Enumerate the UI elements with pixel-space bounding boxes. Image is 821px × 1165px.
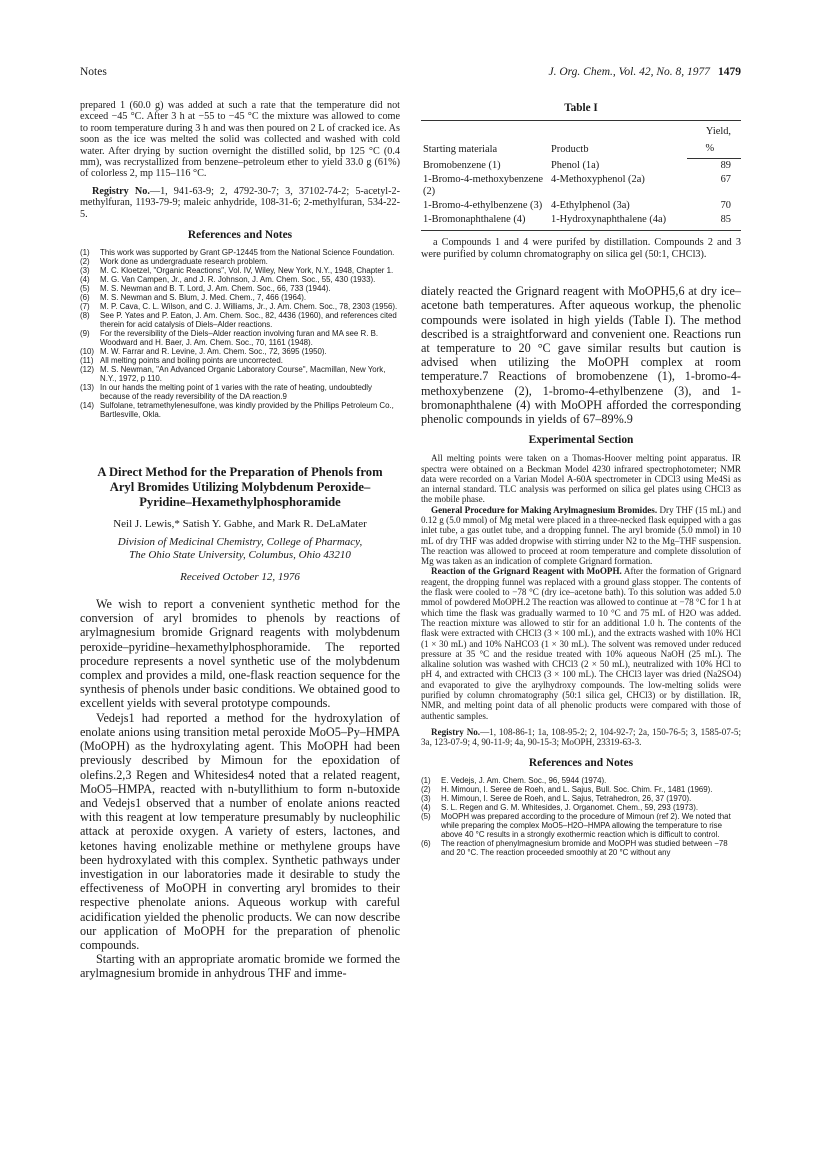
reference-text: M. S. Newman and S. Blum, J. Med. Chem., 7, 466 (1964). [100,293,307,303]
reference-item [421,839,741,857]
reference-number: (1) [421,775,431,785]
right-column [421,100,741,857]
references-heading-2: References and Notes [528,756,634,769]
affiliation-line-2: The Ohio State University, Columbus, Ohio 43210 [129,549,351,562]
registry-text-2: —1, 108-86-1; 1a, 108-95-2; 2, 104-92-7; 2a, 150-76-5; 3, 1585-07-5; 3a, 123-07-9; 4, 90-11-9; 4a, 90-15-3; MoOPH, 23319-63-3. [421,726,741,748]
reference-text: E. Vedejs, J. Am. Chem. Soc., 96, 5944 (1974). [441,775,607,785]
cell-starting-material: 1-Bromo-4-methoxybenzene (2) [423,174,544,197]
reference-item [421,776,741,785]
reference-item [80,275,400,284]
table-footnote: a Compounds 1 and 4 were purifed by distillation. Compounds 2 and 3 were purified by column chromatography on silica gel (50:1, CHCl3). [421,237,741,260]
reference-number: (5) [421,811,431,821]
section-label: Notes [80,66,107,78]
col-header-yield-unit: % [687,141,741,159]
reference-item [80,248,400,257]
reference-number: (3) [80,266,90,276]
reference-text: This work was supported by Grant GP-12445 from the National Science Foundation. [100,248,395,258]
reference-text: All melting points and boiling points are uncorrected. [100,356,283,366]
reference-text: M. S. Newman and B. T. Lord, J. Am. Chem. Soc., 66, 733 (1944). [100,284,331,294]
references-list-2 [421,776,741,857]
reference-text: H. Mimoun, I. Seree de Roeh, and L. Sajus, Tetrahedron, 26, 37 (1970). [441,793,692,803]
reference-item [80,365,400,383]
experimental-general: All melting points were taken on a Thomas-Hoover melting point apparatus. IR spectra were obtained on a Beckman Model 4230 infrared spectrophotometer; NMR data were recorded on a Varian Model A-60A spectrometer in CDCl3 using Me4Si as an internal standard. TLC analysis was performed on silica gel plates using CHCl3 as the mobile phase. [421,453,741,505]
cell-product: 4-Methoxyphenol (2a) [551,174,645,185]
reference-number: (5) [80,284,90,294]
reference-item [421,794,741,803]
moooph-heading: Reaction of the Grignard Reagent with MoOPH. [431,566,622,577]
reference-text: M. W. Farrar and R. Levine, J. Am. Chem. Soc., 72, 3695 (1950). [100,347,327,357]
cell-starting-material: Bromobenzene (1) [423,159,501,171]
reference-item [421,803,741,812]
col-header-product: Productb [549,121,687,159]
reference-text: H. Mimoun, I. Seree de Roeh, and L. Sajus, Bull. Soc. Chim. Fr., 1481 (1969). [441,784,713,794]
cell-yield: 70 [720,200,731,211]
reference-text: Work done as undergraduate research problem. [100,257,268,267]
reference-item [80,293,400,302]
reference-item [80,356,400,365]
grignard-text: Dry THF (15 mL) and 0.12 g (5.0 mmol) of Mg metal were placed in a three-necked flask equipped with a gas inlet tube, a gas outlet tube, and a dropping funnel. The aryl bromide (5.0 mmol) in 10 mL of dry THF was added dropwise with stirring under N2 to the Mg–THF suspension. The reaction was allowed to proceed at room temperature and complete dissolution of Mg was taken as an indication of complete Grignard formation. [421,504,741,567]
received-date: Received October 12, 1976 [180,571,300,584]
cell-starting-material: 1-Bromonaphthalene (4) [421,213,549,231]
reference-item [80,347,400,356]
reference-number: (13) [80,383,95,393]
reference-item [80,329,400,347]
reference-item [421,785,741,794]
registry-label-2: Registry No. [431,726,481,737]
reference-text: MoOPH was prepared according to the procedure of Mimoun (ref 2). We noted that while preparing the complex MoO5–H2O–HMPA allowing the temperature to rise above 40 °C results in a strongly exothermic reaction which is difficult to control. [441,811,731,839]
reference-item [421,812,741,839]
affiliation-line-1: Division of Medicinal Chemistry, College of Pharmacy, [117,536,363,549]
reference-item [80,266,400,275]
reference-number: (11) [80,356,94,366]
reference-number: (6) [421,838,431,848]
reference-number: (10) [80,347,95,357]
cell-starting-material: 1-Bromo-4-ethylbenzene (3) [423,200,543,211]
reference-number: (9) [80,329,90,339]
registry-numbers-2 [421,727,741,748]
continued-paragraph: diately reacted the Grignard reagent with MoOPH5,6 at dry ice–acetone bath temperatures. After aqueous workup, the phenolic compounds were isolated in high yields (Table I). The method described is a straightforward and convenient one. Reactions run at temperature to 20 °C gave similar results but caution is advised when utilizing the MoOPH complex at room temperature.7 Reactions of bromobenzene (1), 1-bromo-4-methoxybenzene (2), 1-bromo-4-ethylbenzene (3), and 1-bromonaphthalene (4) with MoOPH afforded the corresponding phenolic compounds in yields of 67–89%.9 [421,284,741,427]
reference-number: (4) [80,275,90,285]
cell-product: 1-Hydroxynaphthalene (4a) [549,213,687,231]
reference-number: (8) [80,311,90,321]
table-row [421,173,741,199]
reference-number: (4) [421,802,431,812]
reference-item [80,311,400,329]
experimental-grignard [421,505,741,567]
reference-item [80,383,400,401]
table-row [421,199,741,213]
running-head [80,66,741,84]
references-heading: References and Notes [187,229,293,242]
intro-paragraph: We wish to report a convenient synthetic method for the conversion of aryl bromides to phenols by reactions of arylmagnesium bromide Grignard reagents with molybdenum peroxide–pyridine–hexamethylphosphoramide. The reported procedure represents a novel synthetic use of the molybdenum complex and provides a mild, one-flask reaction sequence for the synthesis of phenols under basic conditions. We obtained good to excellent yields with several prototype compounds. [80,597,400,711]
cell-yield: 85 [687,213,741,231]
reference-text: M. P. Cava, C. L. Wilson, and C. J. Williams, Jr., J. Am. Chem. Soc., 78, 2303 (1956). [100,302,398,312]
reference-number: (6) [80,293,90,303]
cell-yield: 89 [720,160,731,171]
table-title: Table I [564,102,598,114]
reference-item [80,302,400,311]
reference-text: M. G. Van Campen, Jr., and J. R. Johnson, J. Am. Chem. Soc., 55, 430 (1933). [100,275,376,285]
reference-number: (1) [80,248,90,258]
reference-text: M. S. Newman, "An Advanced Organic Laboratory Course", Macmillan, New York, N.Y., 1972, p 110. [100,365,386,384]
affiliation [80,536,400,562]
reference-text: M. C. Kloetzel, "Organic Reactions", Vol. IV, Wiley, New York, N.Y., 1948, Chapter 1. [100,266,394,276]
experimental-moooph [421,566,741,720]
registry-text: —1, 941-63-9; 2, 4792-30-7; 3, 37102-74-2; 5-acetyl-2-methylfuran, 1193-79-9; maleic anhydride, 108-31-6; 2-methylfuran, 534-22-5. [80,185,401,220]
table-row [421,213,741,231]
moooph-text: After the formation of Grignard reagent, the dropping funnel was replaced with a ground glass stopper. The contents of the flask were cooled to −78 °C (dry ice–acetone bath). To this solution was added 5.0 mmol of powdered MoOPH.2 The reaction was allowed to continue at −78 °C for 1 h at which time the flask was gradually warmed to 10 °C and 75 mL of H2O was added. The reaction mixture was allowed to stir for an additional 1.0 h. The contents of the flask were extracted with CHCl3 (3 × 100 mL), and the extracts washed with 10% HCl (1 × 30 mL) and 10% NaHCO3 (1 × 30 mL). The solvent was removed under reduced pressure at 35 °C and the residue treated with 10% aqueous NaOH (25 mL). The alkaline solution was washed with CHCl3 (2 × 50 mL), neutralized with 10% HCl to pH 4, and extracted with CHCl3 (3 × 100 mL). The CHCl3 layer was dried (Na2SO4) and evaporated to give the arylhydroxy compounds. The low-melting solids were purified by column chromatography (50:1 silica gel, CHCl3) or by distillation. IR, NMR, and melting point data of all phenolic products were compared with those of authentic samples. [421,566,741,721]
authors: Neil J. Lewis,* Satish Y. Gabhe, and Mark R. DeLaMater [113,518,367,531]
experimental-heading: Experimental Section [528,434,634,447]
registry-label: Registry No. [92,185,150,197]
reference-number: (12) [80,365,95,375]
cell-product: Phenol (1a) [551,159,600,171]
grignard-heading: General Procedure for Making Arylmagnesium Bromides. [431,504,658,515]
reference-number: (2) [80,257,90,267]
procedure-paragraph: Starting with an appropriate aromatic bromide we formed the arylmagnesium bromide in anhydrous THF and imme- [80,952,400,981]
reference-text: S. L. Regen and G. M. Whitesides, J. Organomet. Chem., 59, 293 (1973). [441,802,699,812]
journal-name: J. Org. Chem., Vol. 42, No. 8, 1977 [548,66,710,78]
reference-item [80,401,400,419]
reference-number: (7) [80,302,90,312]
article-title: A Direct Method for the Preparation of Phenols from Aryl Bromides Utilizing Molybdenum Peroxide–Pyridine–Hexamethylphosphoramide [97,465,383,510]
reference-text: The reaction of phenylmagnesium bromide and MoOPH was studied between −78 and 20 °C. The reaction proceeded smoothly at 20 °C without any [441,838,728,857]
cell-yield: 67 [720,174,731,185]
registry-numbers [80,186,400,220]
references-list [80,248,400,419]
vedejs-paragraph: Vedejs1 had reported a method for the hydroxylation of enolate anions using transition metal peroxide MoO5–Py–HMPA (MoOPH) as the hydroxylating agent. This MoOPH had been previously described by Mimoun for the epoxidation of olefins.2,3 Regen and Whitesides4 noted that a related reagent, MoO5–HMPA, reacted with n-butyllithium to form n-butoxide and Vedejs1 observed that a number of enolate anions reacted with this reagent at low temperature presumably by nucleophilic attack at peroxide oxygen. A variety of esters, lactones, and ketones having enolizable methine or methylene groups have been hydroxylated with this complex. Synthetic pathways under investigation in our laboratories made it desirable to study the effectiveness of MoOPH in converting aryl bromides to their respective phenolate anions. Aqueous workup with careful acidification yielded the phenolic products. We can now describe our application of MoOPH for the preparation of phenolic compounds. [80,710,400,952]
reference-number: (2) [421,784,431,794]
reference-number: (14) [80,401,95,411]
page-number: 1479 [718,66,741,78]
reference-item [80,257,400,266]
previous-article-paragraph: prepared 1 (60.0 g) was added at such a rate that the temperature did not exceed −45 °C. After 3 h at −55 to −45 °C the mixture was allowed to come to room temperature during 3 h and was then poured on 2 L of cracked ice. As soon as the ice was melted the solid was collected and washed with cold water. After drying by suction overnight the distilled solid, bp 125 °C (0.4 mm), was recrystallized from benzene–petroleum ether to yield 33.0 g (61%) of colorless 2, mp 115–116 °C. [80,100,400,180]
table-row [421,159,741,174]
reference-text: In our hands the melting point of 1 varies with the rate of heating, undoubtedly because of the ready reversibility of the DA reaction.9 [100,383,372,402]
left-column [80,100,400,981]
col-header-yield: Yield, [687,121,741,142]
reference-text: See P. Yates and P. Eaton, J. Am. Chem. Soc., 82, 4436 (1960), and references cited therein for acid catalysis of Diels–Alder reactions. [100,311,397,330]
reference-number: (3) [421,793,431,803]
cell-product: 4-Ethylphenol (3a) [551,200,630,211]
results-table [421,120,741,231]
journal-citation [548,66,741,78]
reference-text: Sulfolane, tetramethylenesulfone, was kindly provided by the Phillips Petroleum Co., Bartlesville, Okla. [100,401,394,420]
col-header-starting-material: Starting materiala [421,121,549,159]
reference-text: For the reversibility of the Diels–Alder reaction involving furan and MA see R. B. Woodward and H. Baer, J. Am. Chem. Soc., 70, 1161 (1948). [100,329,379,348]
reference-item [80,284,400,293]
